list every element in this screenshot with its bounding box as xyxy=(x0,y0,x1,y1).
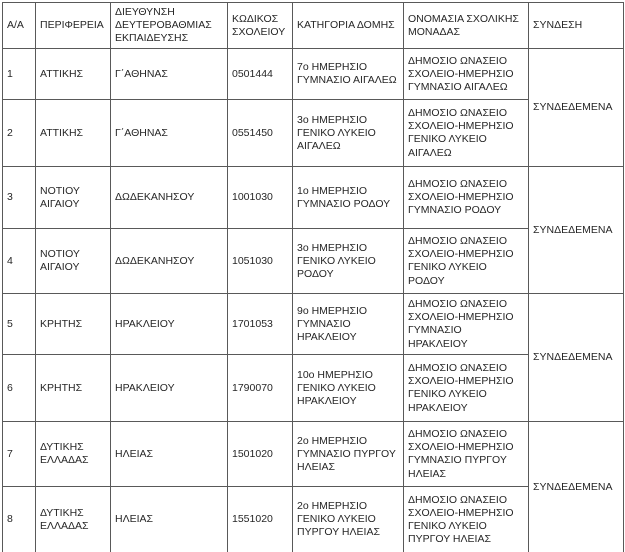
cell-school-name: ΔΗΜΟΣΙΟ ΩΝΑΣΕΙΟ ΣΧΟΛΕΙΟ-ΗΜΕΡΗΣΙΟ ΓΥΜΝΑΣΙΟ ΑΙΓΑΛΕΩ xyxy=(404,49,529,100)
header-row xyxy=(3,3,624,49)
cell-category: 10ο ΗΜΕΡΗΣΙΟ ΓΕΝΙΚΟ ΛΥΚΕΙΟ ΗΡΑΚΛΕΙΟΥ xyxy=(293,355,404,422)
cell-aa: 1 xyxy=(3,49,36,100)
cell-directorate: ΔΩΔΕΚΑΝΗΣΟΥ xyxy=(111,167,228,229)
cell-category: 7ο ΗΜΕΡΗΣΙΟ ΓΥΜΝΑΣΙΟ ΑΙΓΑΛΕΩ xyxy=(293,49,404,100)
cell-school-name: ΔΗΜΟΣΙΟ ΩΝΑΣΕΙΟ ΣΧΟΛΕΙΟ-ΗΜΕΡΗΣΙΟ ΓΥΜΝΑΣΙΟ ΠΥΡΓΟΥ ΗΛΕΙΑΣ xyxy=(404,422,529,487)
table-row xyxy=(3,49,624,100)
cell-aa: 2 xyxy=(3,100,36,167)
cell-school-code: 1701053 xyxy=(228,294,293,355)
cell-school-code: 1501020 xyxy=(228,422,293,487)
cell-category: 2ο ΗΜΕΡΗΣΙΟ ΓΕΝΙΚΟ ΛΥΚΕΙΟ ΠΥΡΓΟΥ ΗΛΕΙΑΣ xyxy=(293,487,404,552)
school-units-table xyxy=(2,2,624,552)
cell-region: ΚΡΗΤΗΣ xyxy=(36,294,111,355)
cell-aa: 5 xyxy=(3,294,36,355)
cell-directorate: ΗΛΕΙΑΣ xyxy=(111,422,228,487)
cell-school-name: ΔΗΜΟΣΙΟ ΩΝΑΣΕΙΟ ΣΧΟΛΕΙΟ-ΗΜΕΡΗΣΙΟ ΓΕΝΙΚΟ ΛΥΚΕΙΟ ΗΡΑΚΛΕΙΟΥ xyxy=(404,355,529,422)
cell-school-code: 0551450 xyxy=(228,100,293,167)
cell-region: ΔΥΤΙΚΗΣ ΕΛΛΑΔΑΣ xyxy=(36,487,111,552)
table-row xyxy=(3,422,624,487)
cell-connection: ΣΥΝΔΕΔΕΜΕΝΑ xyxy=(529,167,624,294)
cell-category: 1ο ΗΜΕΡΗΣΙΟ ΓΥΜΝΑΣΙΟ ΡΟΔΟΥ xyxy=(293,167,404,229)
header-cell-school-code: ΚΩΔΙΚΟΣ ΣΧΟΛΕΙΟΥ xyxy=(228,3,293,49)
cell-aa: 3 xyxy=(3,167,36,229)
cell-category: 3ο ΗΜΕΡΗΣΙΟ ΓΕΝΙΚΟ ΛΥΚΕΙΟ ΑΙΓΑΛΕΩ xyxy=(293,100,404,167)
header-cell-region: ΠΕΡΙΦΕΡΕΙΑ xyxy=(36,3,111,49)
cell-school-code: 0501444 xyxy=(228,49,293,100)
cell-aa: 6 xyxy=(3,355,36,422)
cell-directorate: Γ΄ΑΘΗΝΑΣ xyxy=(111,100,228,167)
header-cell-connection: ΣΥΝΔΕΣΗ xyxy=(529,3,624,49)
cell-region: ΝΟΤΙΟΥ ΑΙΓΑΙΟΥ xyxy=(36,229,111,294)
cell-connection: ΣΥΝΔΕΔΕΜΕΝΑ xyxy=(529,49,624,167)
cell-school-code: 1051030 xyxy=(228,229,293,294)
cell-school-name: ΔΗΜΟΣΙΟ ΩΝΑΣΕΙΟ ΣΧΟΛΕΙΟ-ΗΜΕΡΗΣΙΟ ΓΥΜΝΑΣΙΟ ΗΡΑΚΛΕΙΟΥ xyxy=(404,294,529,355)
cell-category: 3ο ΗΜΕΡΗΣΙΟ ΓΕΝΙΚΟ ΛΥΚΕΙΟ ΡΟΔΟΥ xyxy=(293,229,404,294)
header-cell-aa: Α/Α xyxy=(3,3,36,49)
cell-aa: 8 xyxy=(3,487,36,552)
cell-school-name: ΔΗΜΟΣΙΟ ΩΝΑΣΕΙΟ ΣΧΟΛΕΙΟ-ΗΜΕΡΗΣΙΟ ΓΕΝΙΚΟ ΛΥΚΕΙΟ ΠΥΡΓΟΥ ΗΛΕΙΑΣ xyxy=(404,487,529,552)
table-row xyxy=(3,167,624,229)
cell-region: ΑΤΤΙΚΗΣ xyxy=(36,100,111,167)
cell-aa: 4 xyxy=(3,229,36,294)
cell-school-code: 1790070 xyxy=(228,355,293,422)
cell-school-name: ΔΗΜΟΣΙΟ ΩΝΑΣΕΙΟ ΣΧΟΛΕΙΟ-ΗΜΕΡΗΣΙΟ ΓΥΜΝΑΣΙΟ ΡΟΔΟΥ xyxy=(404,167,529,229)
cell-school-code: 1001030 xyxy=(228,167,293,229)
cell-aa: 7 xyxy=(3,422,36,487)
cell-connection: ΣΥΝΔΕΔΕΜΕΝΑ xyxy=(529,422,624,552)
cell-region: ΑΤΤΙΚΗΣ xyxy=(36,49,111,100)
header-cell-school-name: ΟΝΟΜΑΣΙΑ ΣΧΟΛΙΚΗΣ ΜΟΝΑΔΑΣ xyxy=(404,3,529,49)
cell-directorate: ΗΡΑΚΛΕΙΟΥ xyxy=(111,294,228,355)
cell-connection: ΣΥΝΔΕΔΕΜΕΝΑ xyxy=(529,294,624,422)
table-row xyxy=(3,294,624,355)
cell-directorate: Γ΄ΑΘΗΝΑΣ xyxy=(111,49,228,100)
cell-school-name: ΔΗΜΟΣΙΟ ΩΝΑΣΕΙΟ ΣΧΟΛΕΙΟ-ΗΜΕΡΗΣΙΟ ΓΕΝΙΚΟ ΛΥΚΕΙΟ ΑΙΓΑΛΕΩ xyxy=(404,100,529,167)
cell-school-code: 1551020 xyxy=(228,487,293,552)
cell-category: 2ο ΗΜΕΡΗΣΙΟ ΓΥΜΝΑΣΙΟ ΠΥΡΓΟΥ ΗΛΕΙΑΣ xyxy=(293,422,404,487)
header-cell-directorate: ΔΙΕΥΘΥΝΣΗ ΔΕΥΤΕΡΟΒΑΘΜΙΑΣ ΕΚΠΑΙΔΕΥΣΗΣ xyxy=(111,3,228,49)
cell-directorate: ΗΡΑΚΛΕΙΟΥ xyxy=(111,355,228,422)
cell-directorate: ΔΩΔΕΚΑΝΗΣΟΥ xyxy=(111,229,228,294)
cell-region: ΝΟΤΙΟΥ ΑΙΓΑΙΟΥ xyxy=(36,167,111,229)
header-cell-category: ΚΑΤΗΓΟΡΙΑ ΔΟΜΗΣ xyxy=(293,3,404,49)
cell-directorate: ΗΛΕΙΑΣ xyxy=(111,487,228,552)
cell-region: ΔΥΤΙΚΗΣ ΕΛΛΑΔΑΣ xyxy=(36,422,111,487)
cell-region: ΚΡΗΤΗΣ xyxy=(36,355,111,422)
cell-category: 9ο ΗΜΕΡΗΣΙΟ ΓΥΜΝΑΣΙΟ ΗΡΑΚΛΕΙΟΥ xyxy=(293,294,404,355)
cell-school-name: ΔΗΜΟΣΙΟ ΩΝΑΣΕΙΟ ΣΧΟΛΕΙΟ-ΗΜΕΡΗΣΙΟ ΓΕΝΙΚΟ ΛΥΚΕΙΟ ΡΟΔΟΥ xyxy=(404,229,529,294)
